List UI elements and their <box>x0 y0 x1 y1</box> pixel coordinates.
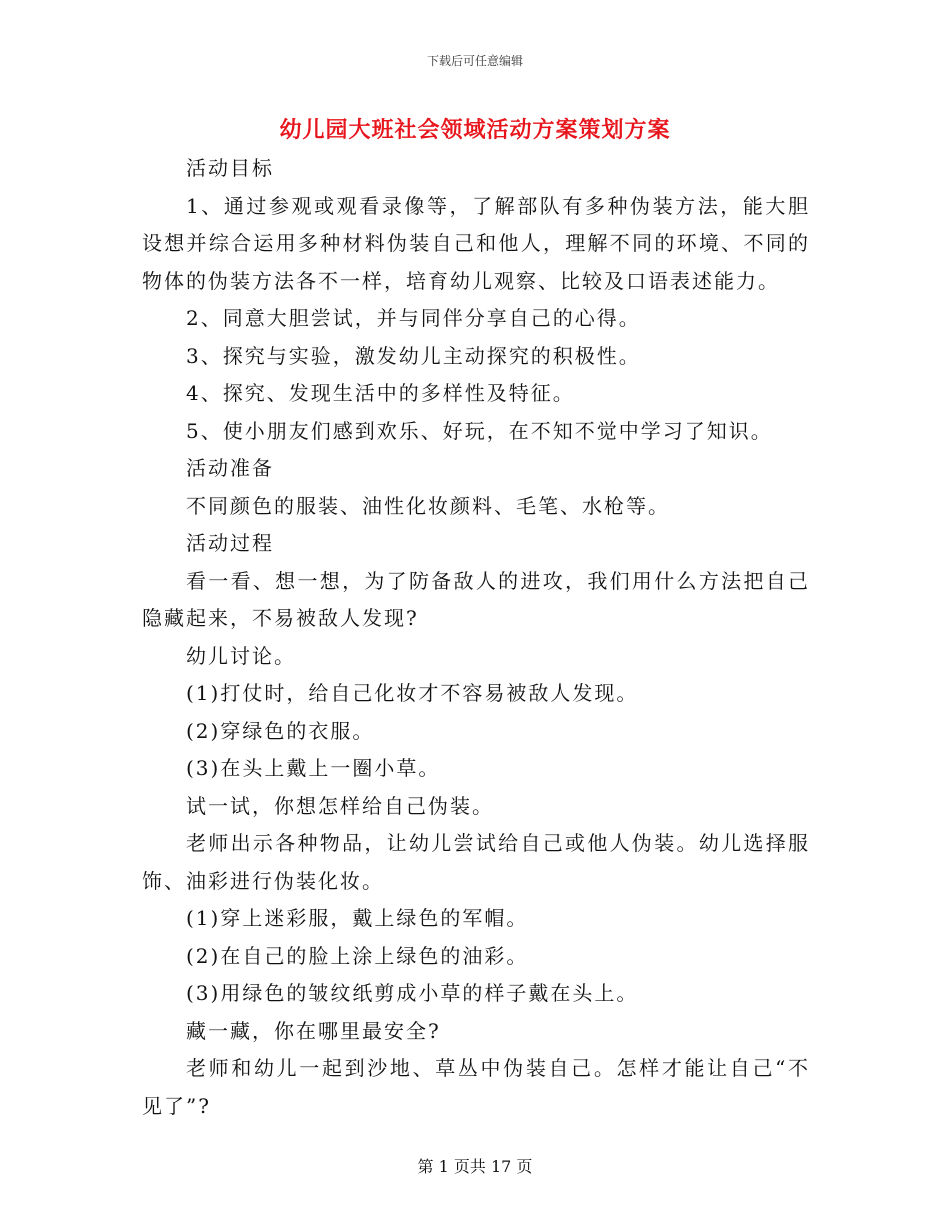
preparation-materials: 不同颜色的服装、油性化妆颜料、毛笔、水枪等。 <box>186 493 670 518</box>
disguise-item-3: (3)用绿色的皱纹纸剪成小草的样子戴在头上。 <box>186 981 639 1005</box>
header-note: 下载后可任意编辑 <box>426 54 523 68</box>
process-hide: 藏一藏，你在哪里最安全? <box>186 1018 441 1043</box>
heading-activity-process: 活动过程 <box>186 531 274 555</box>
process-discussion: 幼儿讨论。 <box>186 643 296 668</box>
discussion-item-3: (3)在头上戴上一圈小草。 <box>186 756 441 780</box>
process-hide-outdoors: 老师和幼儿一起到沙地、草丛中伪装自己。怎样才能让自己“不见了”? <box>142 1056 810 1118</box>
discussion-item-1: (1)打仗时，给自己化妆才不容易被敌人发现。 <box>186 681 639 705</box>
document-body <box>142 150 810 1125</box>
heading-activity-preparation: 活动准备 <box>186 456 274 480</box>
process-teacher-items: 老师出示各种物品，让幼儿尝试给自己或他人伪装。幼儿选择服饰、油彩进行伪装化妆。 <box>142 831 810 893</box>
process-look-think: 看一看、想一想，为了防备敌人的进攻，我们用什么方法把自己隐藏起来，不易被敌人发现? <box>142 568 810 630</box>
goal-3: 3、探究与实验，激发幼儿主动探究的积极性。 <box>186 343 641 368</box>
disguise-item-2: (2)在自己的脸上涂上绿色的油彩。 <box>186 943 529 968</box>
heading-activity-goals: 活动目标 <box>186 156 274 180</box>
page-number: 第 1 页共 17 页 <box>417 1157 533 1176</box>
goal-1: 1、通过参观或观看录像等，了解部队有多种伪装方法，能大胆设想并综合运用多种材料伪装自己和他人，理解不同的环境、不同的物体的伪装方法各不一样，培育幼儿观察、比较及口语表述能力。 <box>142 193 810 293</box>
document-title: 幼儿园大班社会领域活动方案策划方案 <box>279 117 671 143</box>
goal-4: 4、探究、发现生活中的多样性及特征。 <box>186 381 575 405</box>
process-try: 试一试，你想怎样给自己伪装。 <box>186 793 494 818</box>
goal-5: 5、使小朋友们感到欢乐、好玩，在不知不觉中学习了知识。 <box>186 418 773 443</box>
disguise-item-1: (1)穿上迷彩服，戴上绿色的军帽。 <box>186 906 529 930</box>
goal-2: 2、同意大胆尝试，并与同伴分享自己的心得。 <box>186 306 641 330</box>
discussion-item-2: (2)穿绿色的衣服。 <box>186 718 375 743</box>
